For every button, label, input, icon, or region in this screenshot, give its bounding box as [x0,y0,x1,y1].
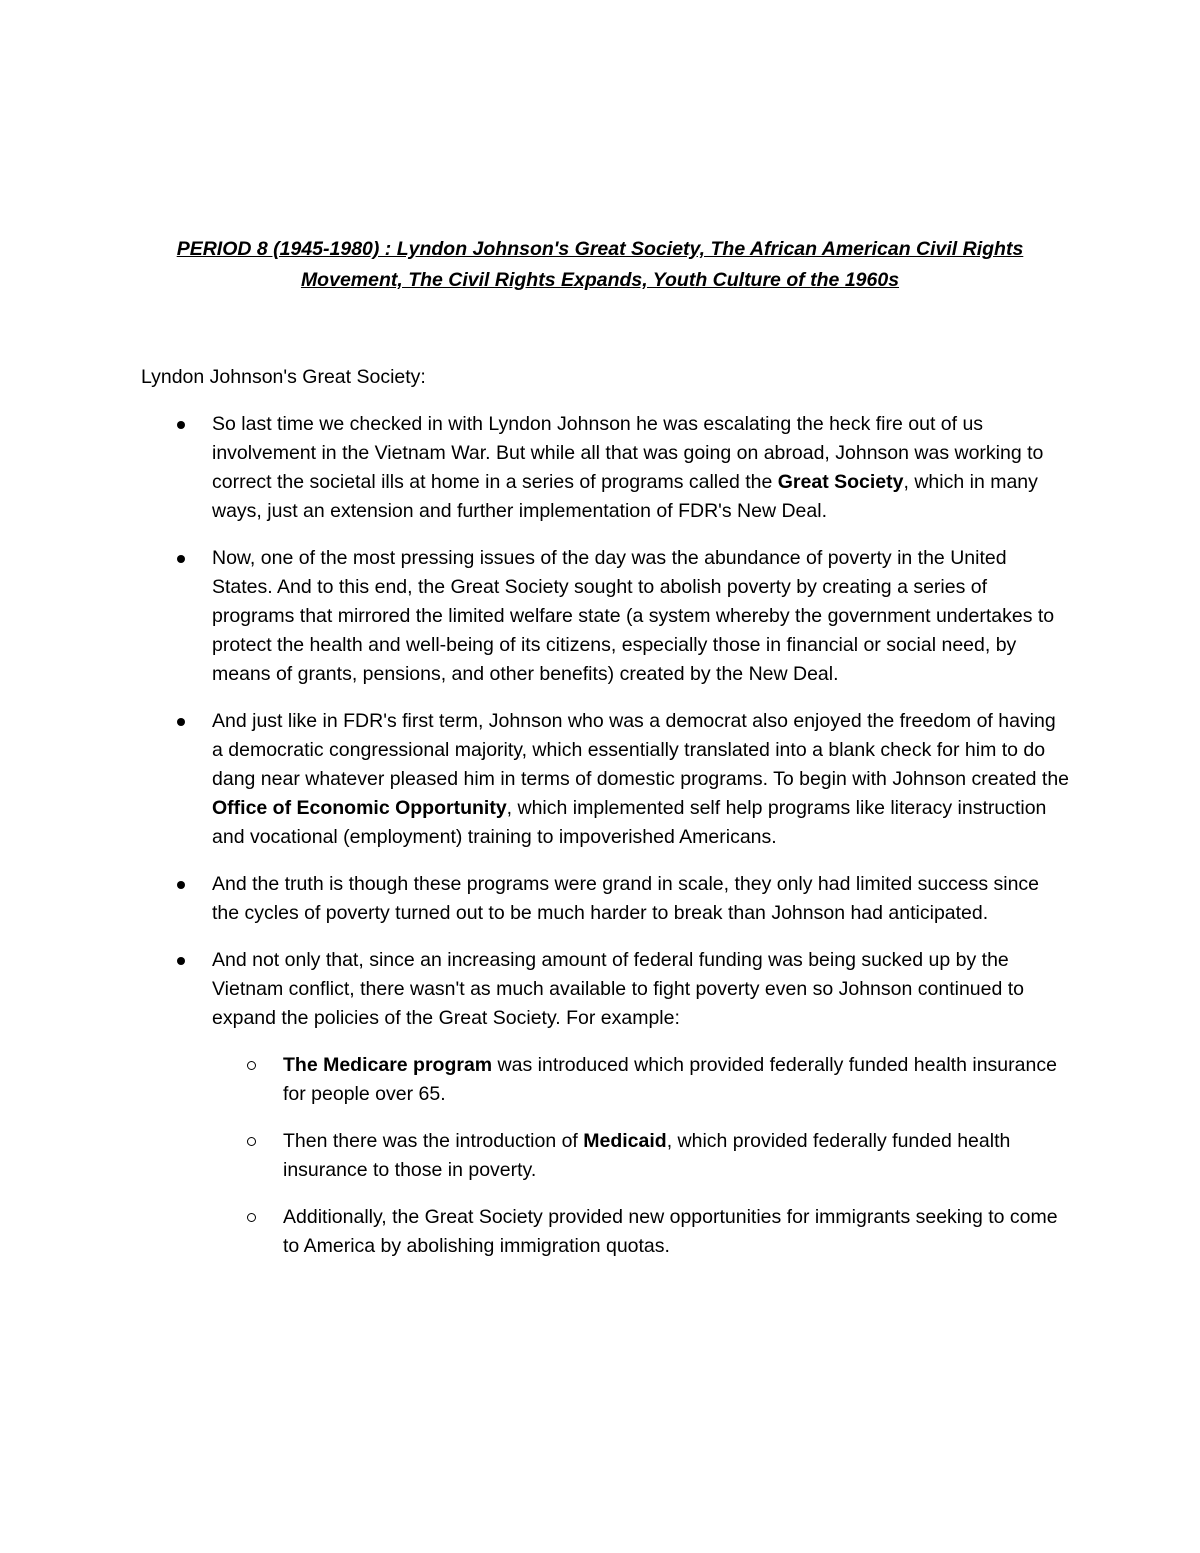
list-item [0,946,1200,1261]
bullet-text: Additionally, the Great Society provided new opportunities for immigrants seeking to come to America by abolishing immigration quotas. [283,1206,1058,1257]
bullet-icon [177,718,185,726]
bullet-text: was introduced which provided federally funded health insurance for people over 65. [283,1054,1057,1105]
bullet-text: And just like in FDR's first term, Johnson who was a democrat also enjoyed the freedom of having a democratic congressional majority, which essentially translated into a blank check for him to do dang near whatever pleased him in terms of domestic programs. To begin with Johnson created the [212,710,1070,790]
list-item [0,707,1200,852]
bullet-icon [177,555,185,563]
bold-term: The Medicare program [283,1054,493,1076]
hollow-bullet-icon [247,1137,256,1146]
bullet-text: And not only that, since an increasing amount of federal funding was being sucked up by the Vietnam conflict, there wasn't as much available to fight poverty even so Johnson continued to expand the policies of the Great Society. For example: [212,949,1025,1029]
bullet-icon [177,957,185,965]
hollow-bullet-icon [247,1213,256,1222]
list-item [0,870,1200,928]
bold-term: Great Society [777,471,904,493]
bullet-text: So last time we checked in with Lyndon Johnson he was escalating the heck fire out of us involvement in the Vietnam War. But while all that was going on abroad, Johnson was working to correct the societal ills at home in a series of programs called the [212,413,1044,493]
bullet-icon [177,421,185,429]
bullet-text: , which provided federally funded health insurance to those in poverty. [283,1130,1011,1181]
page-title: PERIOD 8 (1945-1980) : Lyndon Johnson's Great Society, The African American Civil Rights Movement, The Civil Rights Expands, Youth Culture of the 1960s [176,238,1024,291]
sub-bullet-list [212,1051,1070,1261]
bullet-text: And the truth is though these programs were grand in scale, they only had limited success since the cycles of poverty turned out to be much harder to break than Johnson had anticipated. [212,873,1040,924]
bold-term: Medicaid [583,1130,667,1152]
hollow-bullet-icon [247,1061,256,1070]
sub-list-item [0,1127,1070,1185]
bold-term: Office of Economic Opportunity [212,797,507,819]
bullet-icon [177,881,185,889]
list-item [0,544,1200,689]
bullet-text: , which in many ways, just an extension and further implementation of FDR's New Deal. [212,471,1038,522]
bullet-list [0,410,1200,1279]
bullet-text: , which implemented self help programs like literacy instruction and vocational (employment) training to impoverished Americans. [212,797,1047,848]
bullet-text: Now, one of the most pressing issues of the day was the abundance of poverty in the United States. And to this end, the Great Society sought to abolish poverty by creating a series of programs that mirrored the limited welfare state (a system whereby the government undertakes to protect the health and well-being of its citizens, especially those in financial or social need, by means of grants, pensions, and other benefits) created by the New Deal. [212,547,1055,685]
section-heading: Lyndon Johnson's Great Society: [141,366,426,388]
list-item [0,410,1200,526]
sub-list-item [0,1203,1070,1261]
bullet-text: Then there was the introduction of [283,1130,584,1152]
sub-list-item [0,1051,1070,1109]
